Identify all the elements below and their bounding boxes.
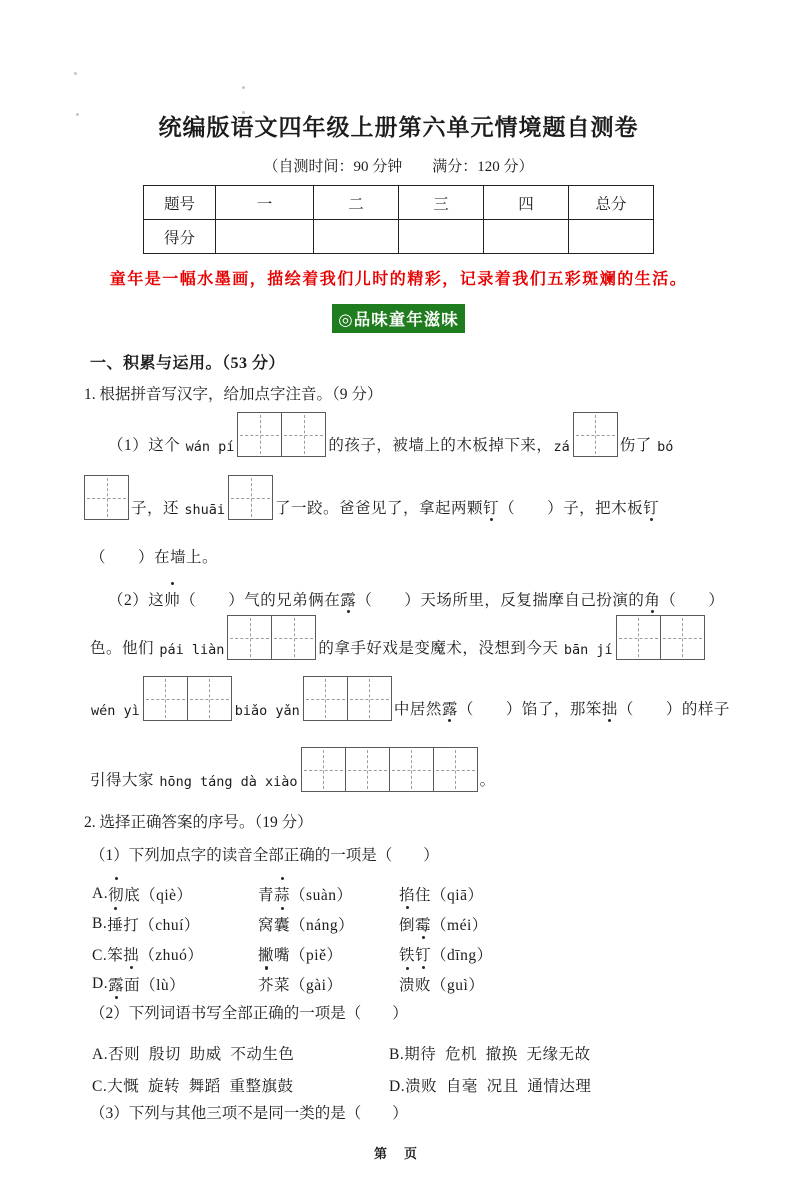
text-run: 引得大家 [90,772,159,789]
text-run: 中居然 [393,701,442,718]
text-run: 子，还 [131,500,184,517]
dotted-char: 霉 [415,913,431,935]
writing-grid-box [271,615,316,660]
exam-info-line: （自测时间：90 分钟 满分：120 分） [263,159,534,175]
option-c-item [399,939,707,969]
section-badge: ◎品味童年滋味 [332,304,464,333]
score-table-header-row [144,186,654,220]
dotted-char: 钉 [415,943,431,965]
page-title: 统编版语文四年级上册第六单元情境题自测卷 [158,115,639,140]
answer-box-group [301,747,478,792]
dotted-char: 撇 [258,943,274,965]
option-a-item [92,1037,389,1069]
option-a-item [258,879,399,909]
text-run: 打（chuí） [123,917,200,934]
writing-grid-box [389,747,434,792]
score-blank-cell [314,220,399,254]
q2-sub2-options [92,1037,707,1101]
writing-grid-box [433,747,478,792]
dotted-char: 拙 [123,943,139,965]
answer-box-group [303,676,392,721]
scan-artifact-speck [76,113,79,116]
pinyin-text: shuāi [184,502,226,518]
option-b-item [389,1037,707,1069]
writing-grid-box [616,615,661,660]
text-run: （ ）气的兄弟俩在 [180,592,341,609]
q1-line-5 [90,615,707,660]
scan-artifact-speck [74,72,77,75]
text-run: （méi） [431,917,488,934]
answer-box-group [228,475,273,520]
dotted-char: 彻 [108,883,124,905]
q1-line-6 [90,676,730,721]
text-run: D.溃败 自毫 况且 通情达理 [389,1078,592,1095]
scan-artifact-speck [242,86,245,89]
q2-sub2-stem: （2）下列词语书写全部正确的一项是（ ） [90,1005,408,1022]
dotted-char: 帅 [164,588,180,612]
option-a-item [399,879,707,909]
text-run: C.笨 [92,947,124,964]
score-table-label: 得分 [144,220,216,254]
option-b-item [258,909,399,939]
q2-stem: 2. 选择正确答案的序号。（19 分） [84,814,313,831]
text-run: 的拿手好戏是变魔术，没想到今天 [318,640,563,657]
writing-grid-box [187,676,232,721]
q1-line-3 [90,545,707,569]
text-run: B.期待 危机 撤换 无缘无故 [389,1046,591,1063]
answer-box-group [237,412,326,457]
score-table-score-row [144,220,654,254]
text-run: （dīng） [431,947,493,964]
text-run: （ ） [660,592,725,609]
score-table-col: 总分 [569,186,654,220]
writing-grid-box [281,412,326,457]
text-run: 。 [479,772,496,789]
writing-grid-box [228,475,273,520]
text-run: C.大慨 旋转 舞蹈 重整旗鼓 [92,1078,294,1095]
text-run: 伤了 [619,437,657,454]
text-run: 底（qiè） [124,887,193,904]
option-d-item [92,969,258,999]
answer-box-group [84,475,129,520]
score-blank-cell [484,220,569,254]
option-c-item [92,1069,389,1101]
text-run: （zhuó） [139,947,204,964]
answer-box-group [573,412,618,457]
dotted-char: 掐 [399,883,415,905]
section-one-heading: 一、积累与运用。（53 分） [90,355,286,372]
option-d-item [389,1069,707,1101]
text-run: （ ）在墙上。 [90,549,219,566]
dotted-char: 拙 [602,697,618,721]
q2-sub1-stem: （1）下列加点字的读音全部正确的一项是（ ） [90,847,439,864]
text-run: 了一跤。爸爸见了，拿起两颗 [275,500,484,517]
answer-box-group [143,676,232,721]
score-table-col: 一 [216,186,314,220]
text-run: （1）这个 [108,437,185,454]
dotted-char: 蒜 [274,883,290,905]
writing-grid-box [301,747,346,792]
writing-grid-box [227,615,272,660]
dotted-char: 钉 [643,496,659,520]
writing-grid-box [237,412,282,457]
option-c-item [258,939,399,969]
pinyin-text: bó [657,439,674,455]
scan-artifact-speck [242,111,245,114]
text-run: 铁 [399,947,416,964]
dotted-char: 囊 [274,913,290,935]
text-run: （ ）的样子 [617,701,730,718]
text-run: D. [92,975,109,992]
score-table-col: 四 [484,186,569,220]
text-run: B. [92,915,108,932]
text-run: （náng） [290,917,355,934]
pinyin-text: wén yì [91,703,140,719]
pinyin-text: zá [553,439,570,455]
writing-grid-box [303,676,348,721]
pinyin-text: biǎo yǎn [234,703,300,719]
dotted-char: 角 [644,588,660,612]
dotted-char: 溃 [399,973,415,995]
option-b-item [399,909,707,939]
writing-grid-box [573,412,618,457]
score-table-col: 三 [399,186,484,220]
text-run: （suàn） [290,887,353,904]
writing-grid-box [347,676,392,721]
answer-box-group [616,615,705,660]
score-blank-cell [569,220,654,254]
score-table-label: 题号 [144,186,216,220]
text-run: 倒 [399,917,416,934]
dotted-char: 芥 [258,973,274,995]
text-run: 的孩子，被墙上的木板掉下来， [328,437,553,454]
writing-grid-box [143,676,188,721]
text-run: 住（qiā） [415,887,484,904]
badge-row [90,304,707,333]
text-run: 面（lù） [124,977,186,994]
option-c-item [92,939,258,969]
pinyin-text: wán pí [185,439,235,455]
option-b-item [92,909,258,939]
q1-line-1 [108,412,707,457]
motto-text: 童年是一幅水墨画，描绘着我们儿时的精彩，记录着我们五彩斑斓的生活。 [109,271,688,288]
text-run: A. [92,885,109,902]
writing-grid-box [660,615,705,660]
dotted-char: 露 [108,973,124,995]
dotted-char: 捶 [107,913,123,935]
option-d-item [258,969,399,999]
score-blank-cell [216,220,314,254]
q2-sub3-stem: （3）下列与其他三项不是同一类的是（ ） [90,1105,408,1122]
text-run: （ ）天场所里，反复揣摩自己扮演的 [356,592,645,609]
q2-sub1-options [92,879,707,999]
option-a-item [92,879,258,909]
text-run: 败（guì） [415,977,485,994]
pinyin-text: hōng táng dà xiào [159,774,298,790]
text-run: 窝 [258,917,275,934]
page-footer: 第 页 [373,1146,419,1161]
q1-stem: 1. 根据拼音写汉字，给加点字注音。（9 分） [84,386,383,403]
q1-line-2 [82,475,707,520]
writing-grid-box [345,747,390,792]
score-blank-cell [399,220,484,254]
dotted-char: 露 [442,697,458,721]
text-run: （ ）子，把木板 [499,500,644,517]
text-run: （ ）馅了，那笨 [457,701,602,718]
q1-line-4 [108,588,725,612]
pinyin-text: bān jí [563,642,613,658]
text-run: 菜（gài） [274,977,343,994]
dotted-char: 露 [340,588,356,612]
option-d-item [399,969,707,999]
q1-line-7 [90,747,707,792]
text-run: 色。他们 [90,640,159,657]
score-table [143,185,654,254]
score-table-col: 二 [314,186,399,220]
text-run: （2）这 [108,592,165,609]
text-run: 嘴（piě） [274,947,343,964]
text-run: 青 [258,887,275,904]
answer-box-group [227,615,316,660]
writing-grid-box [84,475,129,520]
text-run: A.否则 殷切 助威 不动生色 [92,1046,295,1063]
dotted-char: 钉 [483,496,499,520]
pinyin-text: pái liàn [159,642,225,658]
